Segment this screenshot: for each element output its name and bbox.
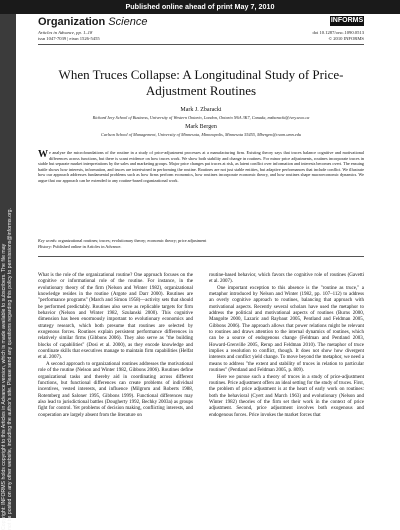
issn-line: issn 1047-7039 | eissn 1526-5455: [38, 35, 100, 41]
articles-in-advance-pages: Articles in Advance, pp. 1–18: [38, 30, 93, 35]
abstract-text: e analyze the microfoundations of the routine in a study of price-adjustment processes at a manufacturing firm. Existing theory says that truces balance cognitive and motivational differences across functions, but there is scant evidence on how truces work. We show both stability and change in routines. For minor price adjustments, routines incorporate truces in stable but separate market interpretations by the sales and marketing groups. Major price changes put truces at risk, as latent conflict over information and interests becomes overt. The ensuing battle shows how interests, information, and truces are intertwined in performing the routine. Routines are not just stable entities, but adaptive performances that include conflict. We illustrate how our approach addresses fundamental problems such as how firms perform economics, how routines incorporate economic theory, and how routines shape macroeconomic dynamics. We argue that our approach can be extended to any routine-based organizational work.: [38, 150, 365, 183]
article-title: When Truces Collapse: A Longitudinal Study of Price-Adjustment Routines: [58, 67, 344, 98]
abstract-rule: [38, 256, 364, 257]
keywords-block: [38, 238, 364, 249]
abstract: [38, 150, 364, 183]
keywords-label: Key words: [38, 238, 56, 243]
paragraph: One important exception to this absence is the "routine as truce," a metaphor introduced by Nelson and Winter (1982, pp. 107–112) to address an overly cognitive approach to routines, balancing that approach with motivational aspects. Recently several scholars have used the metaphor to address the political and motivational aspects of routines (Burns 2000, Mangolte 2000, Lazaric and Raybaut 2005, Pentland and Feldman 2005, Gibbons 2006). The approach allows that power relations might be relevant to routines and draws attention to the internal dynamics of routines, which can be a source of endogenous change (Feldman and Pentland 2003, Howard-Grenville 2005, Rerup and Feldman 2010). The metaphor of truce implies a resolution to conflict, though. It does not show how divergent interests and conflict yield change. To move beyond the metaphor, we need a means to address "the extent and stability of truces in relation to particular routines" (Pentland and Feldman 2005, p. 809).: [209, 285, 364, 374]
header-rule: [38, 44, 364, 45]
journal-name: [38, 16, 147, 28]
history-label: History: [38, 243, 51, 249]
publication-banner: Published online ahead of print May 7, 2010: [0, 0, 400, 14]
author-name: Mark Bergen: [185, 124, 217, 130]
abstract-drop-cap: W: [38, 149, 48, 160]
author-affiliation: Carlson School of Management, University of Minnesota, Minneapolis, Minnesota 55455, Mbergen@csom.umn.edu: [101, 132, 301, 137]
keywords-text: : organizational routines; truces; evolutionary theory; economic theory; price adjustment: [55, 238, 207, 243]
author-name: Mark J. Zbaracki: [180, 107, 222, 113]
copyright-line-1: Copyright: INFORMS holds copyright to this Articles in Advance version, which is made available to subscribers. The file may: [1, 243, 7, 530]
informs-logo: INFORMS: [330, 17, 364, 24]
history-text: : Published online in Articles in Advance.: [50, 243, 122, 249]
copyright-line: © 2010 INFORMS: [328, 35, 364, 41]
journal-name-rest: Science: [108, 16, 148, 28]
body-column-left: [38, 273, 193, 419]
paragraph: routine-based behavior, which favors the cognitive role of routines (Gavetti et al. 2007).: [209, 273, 364, 285]
copyright-line-2: not be posted on any other website, including the author's site. Please send any questions regarding this policy to permissions@informs.org.: [6, 207, 13, 530]
copyright-notice: [2, 26, 18, 530]
doi-info: [300, 30, 364, 42]
copyright-side-strip: [0, 14, 16, 530]
author-affiliation: Richard Ivey School of Business, University of Western Ontario, London, Ontario N6A 3K7, Canada, mzbaracki@ivey.uwo.ca: [92, 115, 310, 120]
body-column-right: [209, 273, 364, 419]
doi-line: doi 10.1287/orsc.1090.0513: [312, 30, 364, 35]
paragraph: Here we pursue such a theory of truces in a study of price-adjustment routines. Price adjustment offers an ideal setting for the study of truces. First, the problem of price adjustment is at the heart of early work on routines: both the behavioral (Cyert and March 1963) and evolutionary (Nelson and Winter 1982) theories of the firm set their work in the context of price adjustment. Second, price adjustment involves both exogenous and endogenous forces. Price invokes the market forces that: [209, 374, 364, 418]
paragraph: A second approach to organizational routines addresses the motivational role of the routine (Nelson and Winter 1982, Gibbons 2006). Routines define organizational tasks and thereby aid in coordinating across different functions, but functional differences can create problems of individual incentives, vested interests, and influence (Milgrom and Roberts 1988, Rotemberg and Saloner 1995, Gibbons 1999). Functional differences may also lead to jurisdictional battles (Dougherty 1992, Bechky 2003a) as groups fight for control. Yet problems of decision making, conflicting interests, and cooperation are largely absent from the literature on: [38, 361, 193, 418]
journal-name-bold: Organization: [38, 16, 106, 28]
publication-info: [38, 30, 100, 42]
paragraph: What is the role of the organizational routine? One approach focuses on the cognitive or informational role of the routine. For instance, in the evolutionary theory of the firm (Nelson and Winter 1982), organizational knowledge resides in the routine (Argote and Darr 2000). Routines are "performance programs" (March and Simon 1958)—activity sets that should be performed predictably. Routines also serve as replicable targets for firm behavior (Nelson and Winter 1982, Szulanski 2000). This cognitive dimension has been enormously important to evolutionary economics and strategy research, which both presume that routines are selected by exogenous forces. Routines explain persistent performance differences in relatively similar firms (Gibbons 2006). They also serve as "the building blocks of capabilities" (Dosi et al. 2000), as they encode knowledge and coordinate skills that executives manage to maintain firm capabilities (Helfat et al. 2007).: [38, 273, 193, 361]
